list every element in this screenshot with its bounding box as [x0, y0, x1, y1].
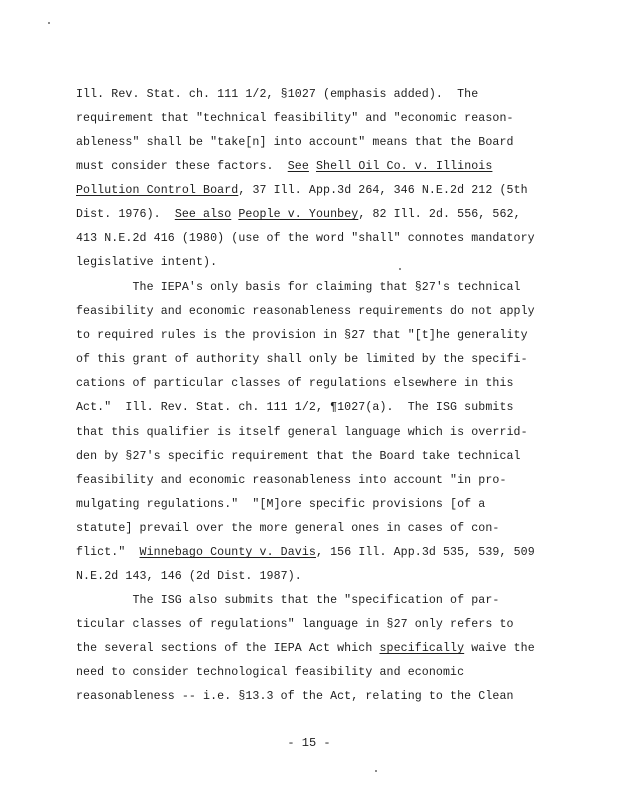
text-line-9: The IEPA's only basis for claiming that §27's technical	[76, 281, 521, 294]
text-line-6: Dist. 1976). See also People v. Younbey, 82 Ill. 2d. 556, 562,	[76, 208, 521, 221]
case-name: Shell Oil Co. v. Illinois	[315, 160, 493, 173]
signal-see-also: See also	[174, 208, 232, 221]
page-number: - 15 -	[287, 736, 331, 750]
text-line-16: den by §27's specific requirement that the Board take technical	[76, 450, 521, 463]
text-line-17: feasibility and economic reasonableness into account "in pro-	[76, 474, 507, 487]
text-line-3: ableness" shall be "take[n] into account" means that the Board	[76, 136, 514, 149]
text-line-19: statute] prevail over the more general ones in cases of con-	[76, 522, 500, 535]
text-line-12: of this grant of authority shall only be limited by the specifi-	[76, 353, 528, 366]
text-line-8: legislative intent).	[76, 256, 218, 269]
emphasis-specifically: specifically	[379, 642, 465, 655]
text-line-26: reasonableness -- i.e. §13.3 of the Act, relating to the Clean	[76, 690, 514, 703]
text-line-7: 413 N.E.2d 416 (1980) (use of the word "shall" connotes mandatory	[76, 232, 535, 245]
text-line-23: ticular classes of regulations" language in §27 only refers to	[76, 618, 514, 631]
text-line-2: requirement that "technical feasibility" and "economic reason-	[76, 112, 514, 125]
case-name: Pollution Control Board	[76, 184, 239, 197]
scan-speck	[399, 268, 401, 270]
text-line-1: Ill. Rev. Stat. ch. 111 1/2, §1027 (emphasis added). The	[76, 88, 479, 101]
text-line-24: the several sections of the IEPA Act which specifically waive the	[76, 642, 535, 655]
case-name: People v. Younbey	[238, 208, 359, 221]
text-line-11: to required rules is the provision in §27 that "[t]he generality	[76, 329, 528, 342]
text-line-21: N.E.2d 143, 146 (2d Dist. 1987).	[76, 570, 302, 583]
text-line-25: need to consider technological feasibility and economic	[76, 666, 465, 679]
text-line-22: The ISG also submits that the "specification of par-	[76, 594, 500, 607]
scan-speck	[375, 770, 377, 772]
signal-see: See	[287, 160, 309, 173]
scan-speck	[48, 22, 50, 24]
text-line-13: cations of particular classes of regulations elsewhere in this	[76, 377, 514, 390]
case-name: Winnebago County v. Davis	[139, 546, 316, 559]
text-line-18: mulgating regulations." "[M]ore specific provisions [of a	[76, 498, 486, 511]
text-line-15: that this qualifier is itself general language which is overrid-	[76, 426, 528, 439]
text-line-14: Act." Ill. Rev. Stat. ch. 111 1/2, ¶1027(a). The ISG submits	[76, 401, 514, 414]
text-line-20: flict." Winnebago County v. Davis, 156 Ill. App.3d 535, 539, 509	[76, 546, 535, 559]
text-line-5: Pollution Control Board, 37 Ill. App.3d 264, 346 N.E.2d 212 (5th	[76, 184, 528, 197]
text-line-10: feasibility and economic reasonableness requirements do not apply	[76, 305, 535, 318]
text-line-4: must consider these factors. See Shell Oil Co. v. Illinois	[76, 160, 493, 173]
